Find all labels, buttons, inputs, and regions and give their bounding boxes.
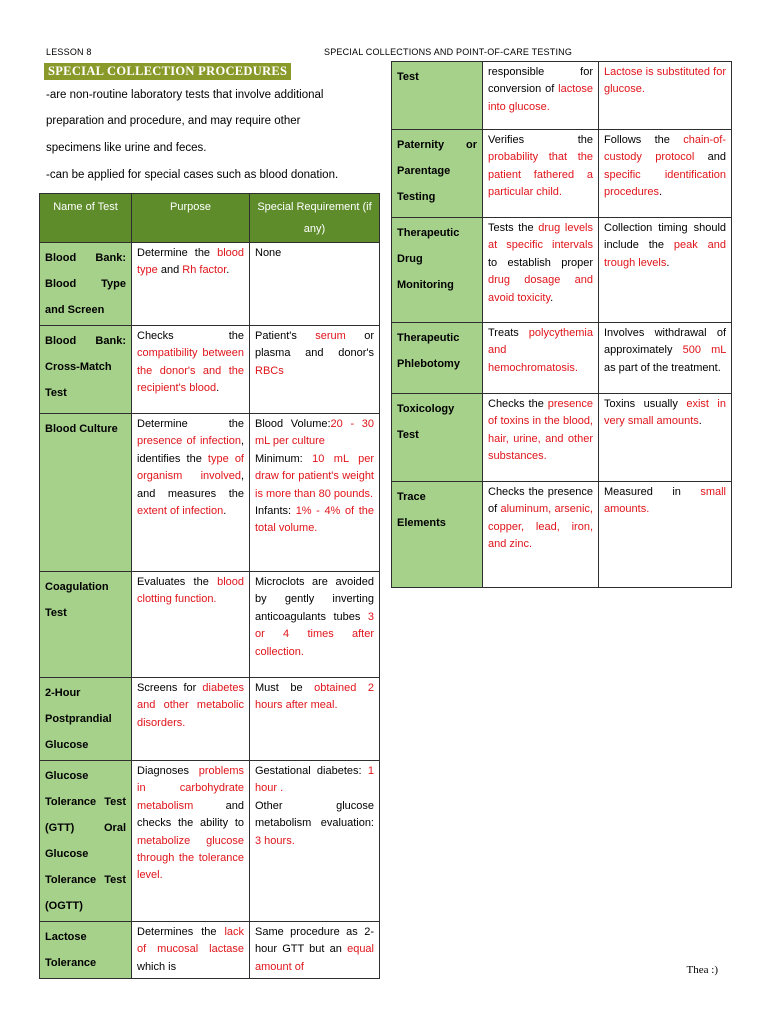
intro-line-3: specimens like urine and feces. (46, 142, 207, 154)
test-requirement: Measured in small amounts. (599, 482, 732, 588)
test-purpose: Checks the compatibility between the donor's and the recipient's blood. (132, 326, 250, 414)
table-row (40, 761, 380, 922)
test-requirement: Lactose is substituted for glucose. (599, 62, 732, 130)
table-row (40, 326, 380, 414)
test-purpose: Determines the lack of mucosal lactase which is (132, 922, 250, 979)
intro-line-2: preparation and procedure, and may require other (46, 115, 301, 127)
test-purpose: Screens for diabetes and other metabolic disorders. (132, 678, 250, 761)
table-row (40, 243, 380, 326)
test-name: Trace Elements (392, 482, 483, 588)
test-name: Lactose Tolerance (40, 922, 132, 979)
section-title: SPECIAL COLLECTION PROCEDURES (44, 63, 291, 80)
test-name: Blood Bank: Blood Type and Screen (40, 243, 132, 326)
test-name: Coagulation Test (40, 572, 132, 678)
test-requirement: Gestational diabetes: 1 hour . Other glucose metabolism evaluation: 3 hours. (250, 761, 380, 922)
table-row (392, 130, 732, 218)
test-purpose: Diagnoses problems in carbohydrate metabolism and checks the ability to metabolize glucose through the tolerance level. (132, 761, 250, 922)
table-row (40, 922, 380, 979)
table-header-row (40, 194, 380, 243)
test-requirement: None (250, 243, 380, 326)
col-header-purpose: Purpose (132, 194, 250, 243)
test-requirement: Involves withdrawal of approximately 500 mL as part of the treatment. (599, 323, 732, 394)
special-collections-table-right (391, 61, 732, 588)
test-requirement: Toxins usually exist in very small amounts. (599, 394, 732, 482)
test-purpose: Determine the presence of infection, identifies the type of organism involved, and measures the extent of infection. (132, 414, 250, 572)
author-signature: Thea :) (686, 964, 718, 976)
table-row (40, 414, 380, 572)
test-requirement: Blood Volume:20 - 30 mL per culture Minimum: 10 mL per draw for patient's weight is more than 80 pounds. Infants: 1% - 4% of the total volume. (250, 414, 380, 572)
test-requirement: Microclots are avoided by gently inverting anticoagulants tubes 3 or 4 times after collection. (250, 572, 380, 678)
document-header-title: SPECIAL COLLECTIONS AND POINT-OF-CARE TESTING (324, 47, 573, 57)
table-row (40, 572, 380, 678)
test-name: Glucose Tolerance Test (GTT) Oral Glucose Tolerance Test (OGTT) (40, 761, 132, 922)
test-name: Blood Culture (40, 414, 132, 572)
intro-line-4: -can be applied for special cases such as blood donation. (46, 169, 339, 181)
table-row (392, 323, 732, 394)
table-row (392, 482, 732, 588)
table-row (392, 394, 732, 482)
test-purpose: Tests the drug levels at specific intervals to establish proper drug dosage and avoid toxicity. (483, 218, 599, 323)
test-name: Toxicology Test (392, 394, 483, 482)
test-name: Test (392, 62, 483, 130)
test-purpose: Checks the presence of toxins in the blood, hair, urine, and other substances. (483, 394, 599, 482)
col-header-requirement: Special Requirement (if any) (250, 194, 380, 243)
intro-line-1: -are non-routine laboratory tests that involve additional (46, 89, 324, 101)
test-requirement: Collection timing should include the peak and trough levels. (599, 218, 732, 323)
test-requirement: Follows the chain-of-custody protocol and specific identification procedures. (599, 130, 732, 218)
special-collections-table-left (39, 193, 380, 979)
test-purpose: Verifies the probability that the patient fathered a particular child. (483, 130, 599, 218)
test-name: Therapeutic Phlebotomy (392, 323, 483, 394)
lesson-label: LESSON 8 (46, 47, 92, 57)
test-purpose: Determine the blood type and Rh factor. (132, 243, 250, 326)
table-row (392, 62, 732, 130)
test-name: Paternity or Parentage Testing (392, 130, 483, 218)
table-row (40, 678, 380, 761)
test-purpose: Evaluates the blood clotting function. (132, 572, 250, 678)
test-name: 2-Hour Postprandial Glucose (40, 678, 132, 761)
table-row (392, 218, 732, 323)
test-name: Therapeutic Drug Monitoring (392, 218, 483, 323)
test-purpose: Treats polycythemia and hemochromatosis. (483, 323, 599, 394)
test-requirement: Same procedure as 2-hour GTT but an equal amount of (250, 922, 380, 979)
test-requirement: Patient's serum or plasma and donor's RBCs (250, 326, 380, 414)
test-requirement: Must be obtained 2 hours after meal. (250, 678, 380, 761)
col-header-name: Name of Test (40, 194, 132, 243)
test-purpose: Checks the presence of aluminum, arsenic, copper, lead, iron, and zinc. (483, 482, 599, 588)
test-purpose: responsible for conversion of lactose into glucose. (483, 62, 599, 130)
test-name: Blood Bank: Cross-Match Test (40, 326, 132, 414)
